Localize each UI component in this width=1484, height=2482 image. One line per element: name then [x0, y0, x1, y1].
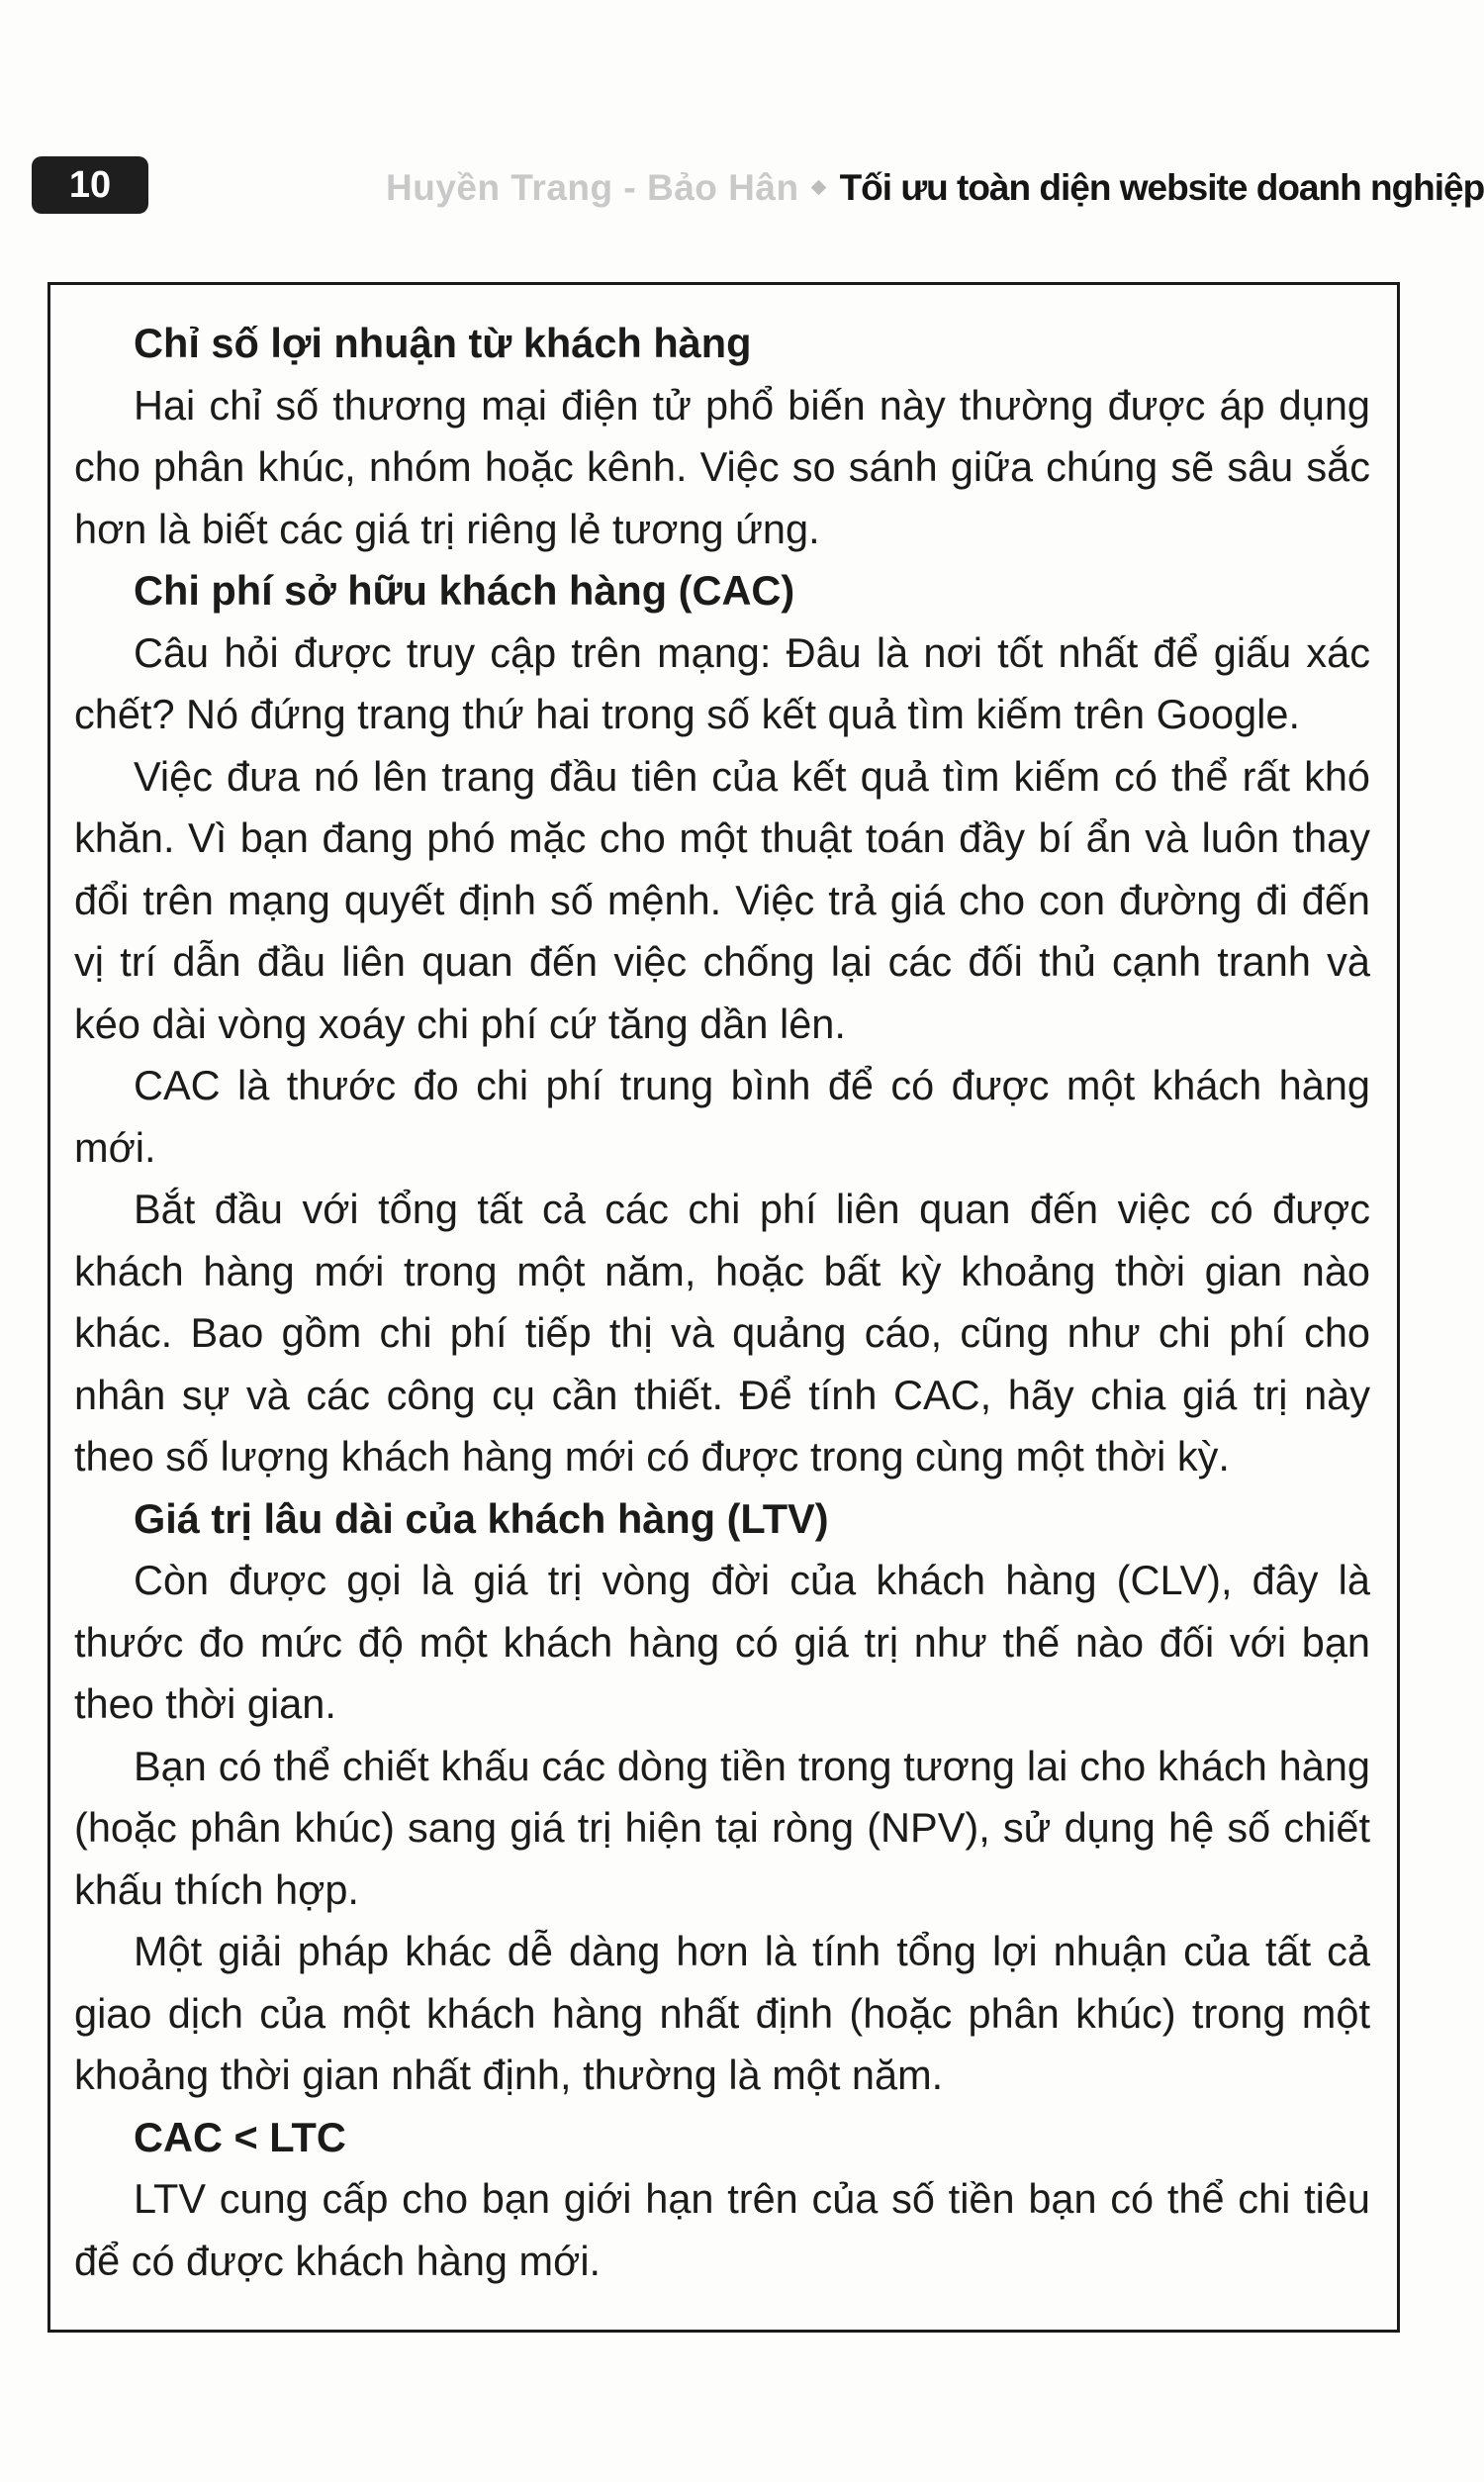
paragraph: Còn được gọi là giá trị vòng đời của khách hàng (CLV), đây là thước đo mức độ một khách hàng có giá trị như thế nào đối với bạn theo thời gian.: [74, 1557, 1370, 1727]
paragraph: Bắt đầu với tổng tất cả các chi phí liên quan đến việc có được khách hàng mới trong một năm, hoặc bất kỳ khoảng thời gian nào khác. Bao gồm chi phí tiếp thị và quảng cáo, cũng như chi phí cho nhân sự và các công cụ cần thiết. Để tính CAC, hãy chia giá trị này theo số lượng khách hàng mới có được trong cùng một thời kỳ.: [74, 1186, 1370, 1480]
paragraph: Một giải pháp khác dễ dàng hơn là tính tổng lợi nhuận của tất cả giao dịch của một khách hàng nhất định (hoặc phân khúc) trong một khoảng thời gian nhất định, thường là một năm.: [74, 1928, 1370, 2098]
paragraph: Hai chỉ số thương mại điện tử phổ biến này thường được áp dụng cho phân khúc, nhóm hoặc kênh. Việc so sánh giữa chúng sẽ sâu sắc hơn là biết các giá trị riêng lẻ tương ứng.: [74, 381, 1370, 552]
heading-cac-vs-ltc: CAC < LTC: [134, 2113, 346, 2160]
page-number: 10: [32, 156, 148, 214]
paragraph: Bạn có thể chiết khấu các dòng tiền trong tương lai cho khách hàng (hoặc phân khúc) sang giá trị hiện tại ròng (NPV), sử dụng hệ số chiết khấu thích hợp.: [74, 1742, 1370, 1913]
paragraph: CAC là thước đo chi phí trung bình để có được một khách hàng mới.: [74, 1062, 1370, 1171]
heading-ltv: Giá trị lâu dài của khách hàng (LTV): [134, 1494, 829, 1542]
content-box: [47, 282, 1400, 2333]
header-authors: Huyền Trang - Bảo Hân: [386, 167, 799, 208]
heading-cac: Chi phí sở hữu khách hàng (CAC): [134, 567, 795, 614]
running-header: [386, 160, 1484, 216]
heading-customer-profit-metrics: Chỉ số lợi nhuận từ khách hàng: [134, 320, 752, 366]
diamond-separator-icon: [810, 179, 826, 195]
paragraph: LTV cung cấp cho bạn giới hạn trên của số tiền bạn có thể chi tiêu để có được khách hàng mới.: [74, 2175, 1370, 2284]
header-book-title: Tối ưu toàn diện website doanh nghiệp: [839, 167, 1484, 208]
paragraph: Câu hỏi được truy cập trên mạng: Đâu là nơi tốt nhất để giấu xác chết? Nó đứng trang thứ hai trong số kết quả tìm kiếm trên Google.: [74, 628, 1370, 737]
paragraph: Việc đưa nó lên trang đầu tiên của kết quả tìm kiếm có thể rất khó khăn. Vì bạn đang phó mặc cho một thuật toán đầy bí ẩn và luôn thay đổi trên mạng quyết định số mệnh. Việc trả giá cho con đường đi đến vị trí dẫn đầu liên quan đến việc chống lại các đối thủ cạnh tranh và kéo dài vòng xoáy chi phí cứ tăng dần lên.: [74, 752, 1370, 1047]
